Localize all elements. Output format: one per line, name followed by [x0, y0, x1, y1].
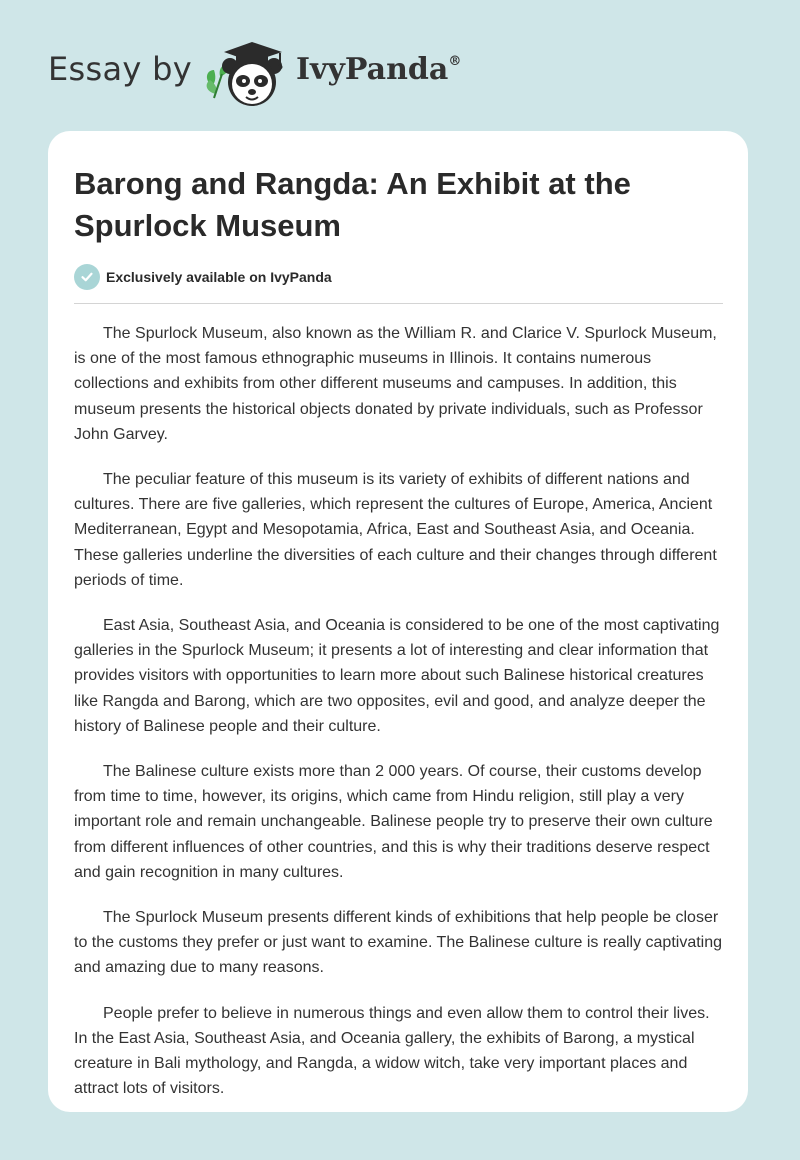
paragraph: East Asia, Southeast Asia, and Oceania is considered to be one of the most captivating galleries in the Spurlock Museum; it presents a lot of interesting and clear information that provides visitors with opportunities to learn more about such Balinese historical creatures like Rangda and Barong, which are two opposites, evil and good, and analyze deeper the history of Balinese people and their culture. — [74, 617, 720, 735]
article-card — [48, 131, 748, 1112]
check-circle-icon — [74, 264, 100, 290]
divider — [74, 303, 723, 304]
essay-by-label: Essay by — [48, 50, 192, 88]
article-body — [74, 321, 726, 1121]
exclusive-badge — [74, 264, 332, 290]
exclusive-label: Exclusively available on IvyPanda — [106, 269, 332, 285]
page-title: Barong and Rangda: An Exhibit at the Spurlock Museum — [74, 166, 631, 243]
paragraph: The Balinese culture exists more than 2 000 years. Of course, their customs develop from time to time, however, its origins, which came from Hindu religion, still play a very important role and remain unchangeable. Balinese people try to preserve their own culture from different influences of other countries, and this is why their traditions deserve respect and gain recognition in many cultures. — [74, 763, 713, 881]
site-header — [0, 0, 800, 130]
paragraph: People prefer to believe in numerous things and even allow them to control their lives. In the East Asia, Southeast Asia, and Oceania gallery, the exhibits of Barong, a mystical creature in Bali mythology, and Rangda, a widow witch, take very important places and attract lots of visitors. — [74, 1004, 710, 1098]
registered-mark: ® — [448, 54, 462, 69]
paragraph: The Spurlock Museum, also known as the William R. and Clarice V. Spurlock Museum, is one of the most famous ethnographic museums in Illinois. It contains numerous collections and exhibits from other different museums and campuses. In addition, this museum presents the historical objects donated by private individuals, such as Professor John Garvey. — [74, 325, 717, 443]
brand-name[interactable] — [296, 52, 461, 87]
brand-name-text: IvyPanda — [296, 52, 449, 87]
panda-graduation-cap-icon[interactable] — [202, 36, 294, 108]
paragraph: The Spurlock Museum presents different kinds of exhibitions that help people be closer to the customs they prefer or just want to examine. The Balinese culture is really captivating and amazing due to many reasons. — [74, 909, 723, 977]
paragraph: The peculiar feature of this museum is its variety of exhibits of different nations and cultures. There are five galleries, which represent the cultures of Europe, America, Ancient Mediterranean, Egypt and Mesopotamia, Africa, East and Southeast Asia, and Oceania. These galleries underline the diversities of each culture and their changes through different periods of time. — [74, 471, 717, 589]
